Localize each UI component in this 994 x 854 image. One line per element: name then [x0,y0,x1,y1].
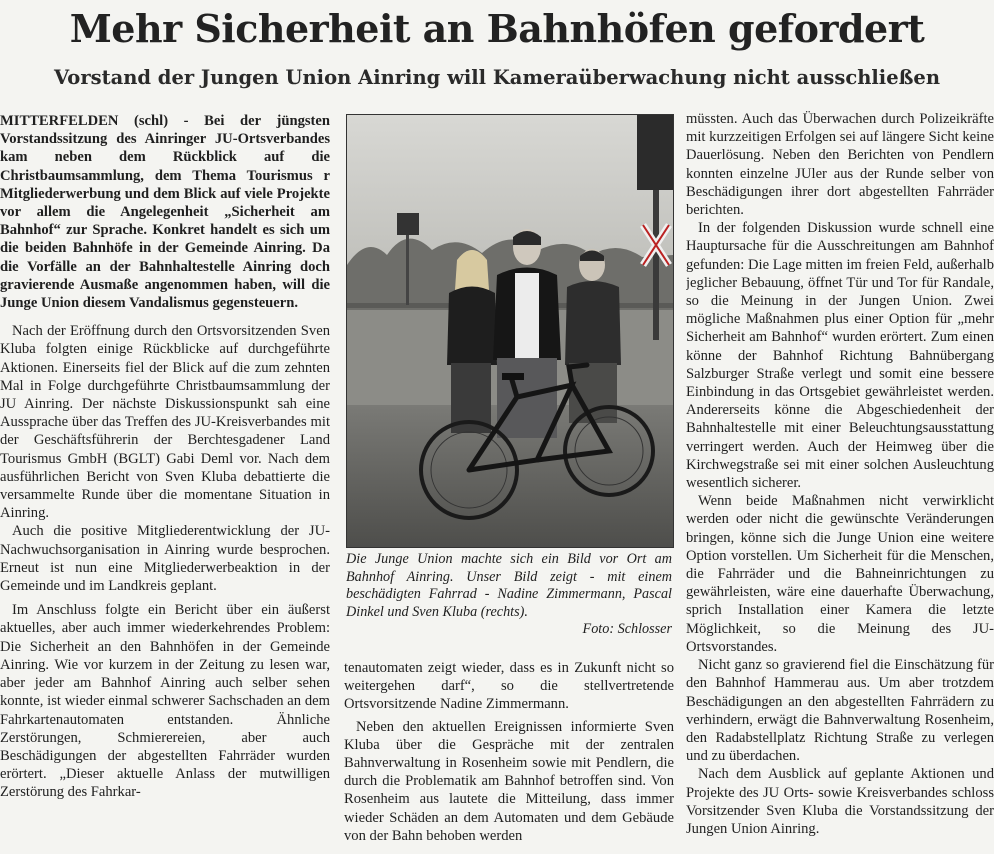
paragraph-1: Nach der Eröffnung durch den Ortsvorsitzenden Sven Kluba folgten einige Rückblicke auf durchgeführte Aktionen. Einerseits fiel der Blick auf die zum zehnten Mal in Folge durchgeführte Christbaumsammlung der JU Ainring. Der nächste Diskussionspunkt sah eine Aussprache über das Treffen des JU-Kreisverbandes mit der Geschäftsführerin der Berchtesgadener Land Tourismus GmbH (BGLT) Gabi Deml vor. Nach dem ausführlichen Bericht von Sven Kluba debattierte die versammelte Runde über die momentane Situation in Ainring. [0,323,330,522]
column-1 [0,112,330,802]
column-3 [686,110,994,854]
caption-text: Die Junge Union machte sich ein Bild vor Ort am Bahnhof Ainring. Unser Bild zeigt - mit einem beschädigten Fahrrad - Nadine Zimmermann, Pascal Dinkel und Sven Kluba (rechts). [346,551,672,620]
photo-illustration [347,115,673,547]
paragraph-2: Auch die positive Mitgliederentwicklung der JU-Nachwuchsorganisation in Ainring wurde besprochen. Erneut ist nun eine Mitgliederwerbeaktion in der Gemeinde und im Landkreis geplant. [0,523,330,595]
paragraph-3: Im Anschluss folgte ein Bericht über ein äußerst aktuelles, aber auch immer wiederkehrendes Problem: Die Sicherheit an den Bahnhöfen in der Gemeinde Ainring. Wie vor kurzem in der Zeitung zu lesen war, aber jeder am Bahnhof Ainring auch selber sehen konnte, ist wieder einmal schwerer Sachschaden an dem Fahrkartenautomaten entstanden. Ähnliche Zerstörungen, Schmierereien, aber auch Beschädigungen der abgestellten Fahrräder wurden erörtert. „Dieser aktuelle Anlass der mutwilligen Zerstörung des Fahrkar- [0,602,330,801]
column-2 [344,659,674,845]
subheadline: Vorstand der Jungen Union Ainring will Kameraüberwachung nicht ausschließen [53,66,941,89]
photo-caption [346,551,672,637]
article-photo [346,114,674,548]
paragraph-4: tenautomaten zeigt wieder, dass es in Zukunft nicht so weitergehen darf“, so die stellvertretende Ortsvorsitzende Nadine Zimmermann. [344,660,674,713]
headline: Mehr Sicherheit an Bahnhöfen gefordert [69,6,925,51]
paragraph-6: müssten. Auch das Überwachen durch Polizeikräfte mit kurzzeitigen Erfolgen sei auf längere Sicht keine Dauerlösung. Neben den Berichten von Pendlern konnten einzelne JUler aus der Runde selber von Beschädigungen ihrer dort abgestellten Fahrräder berichten. [686,111,994,219]
paragraph-5: Neben den aktuellen Ereignissen informierte Sven Kluba über die Gespräche mit der zentralen Bahnverwaltung in Rosenheim sowie mit Pendlern, die durch die Problematik am Bahnhof betroffen sind. Von Rosenheim aus lautete die Mitteilung, dass immer wieder Schäden an dem Automaten und dem Gebäude von der Bahn behoben werden [344,718,674,844]
photo-credit: Foto: Schlosser [582,621,672,637]
paragraph-10: Nach dem Ausblick auf geplante Aktionen und Projekte des JU Orts- sowie Kreisverbandes schloss Vorsitzender Sven Kluba die Vorstandssitzung der Jungen Union Ainring. [686,766,994,837]
paragraph-8: Wenn beide Maßnahmen nicht verwirklicht werden oder nicht die gewünschte Veränderungen bringen, könne sich die Junge Union eine weitere Option vorstellen. Um Sicherheit für die Menschen, die Fahrräder und die Bahneinrichtungen zu gewährleisten, wäre eine dauerhafte Überwachung, sprich Installation einer Kamera die letzte Möglichkeit, so die Meinung des JU-Ortsvorstandes. [686,493,994,655]
paragraph-7: In der folgenden Diskussion wurde schnell eine Hauptursache für die Ausschreitungen am Bahnhof gefunden: Die Lage mitten im freien Feld, außerhalb jeglicher Bebauung, öffnet Tür und Tor für Randale, so die Meinung in der Jungen Union. Zwei mögliche Maßnahmen plus einer Option für „mehr Sicherheit am Bahnhof“ wurden erörtert. Zum einen könne der Bahnhof Richtung Bahnübergang Salzburger Straße verlegt und somit eine bessere Einbindung in das Ortsgebiet gewährleistet werden. Andererseits könne die Abgeschiedenheit der Bahnhaltestelle mit einer Beleuchtungsausstattung verringert werden. Auch der Heimweg über die Kirchwegstraße sei mit einer solchen Ausleuchtung wesentlich sicherer. [686,220,994,492]
paragraph-9: Nicht ganz so gravierend fiel die Einschätzung für den Bahnhof Hammerau aus. Um aber trotzdem Beschädigungen an den abgestellten Fahrrädern zu verhindern, erwägt die Bahnverwaltung Rosenheim, den Radabstellplatz Richtung Straße zu verlegen und zu überdachen. [686,657,994,765]
lead-paragraph: MITTERFELDEN (schl) - Bei der jüngsten Vorstandssitzung des Ainringer JU-Ortsverbandes kam neben dem Rückblick auf die Christbaumsammlung, dem Thema Tourismus r Mitgliederwerbung und dem Blick auf viele Projekte vor allem die Angelegenheit „Sicherheit am Bahnhof“ zur Sprache. Konkret handelt es sich um die beiden Bahnhöfe in der Gemeinde Ainring. Da die Vorfälle an der Bahnhaltestelle Ainring doch gravierende Ausmaße angenommen haben, will die Junge Union diesem Vandalismus gegensteuern. [0,113,330,312]
